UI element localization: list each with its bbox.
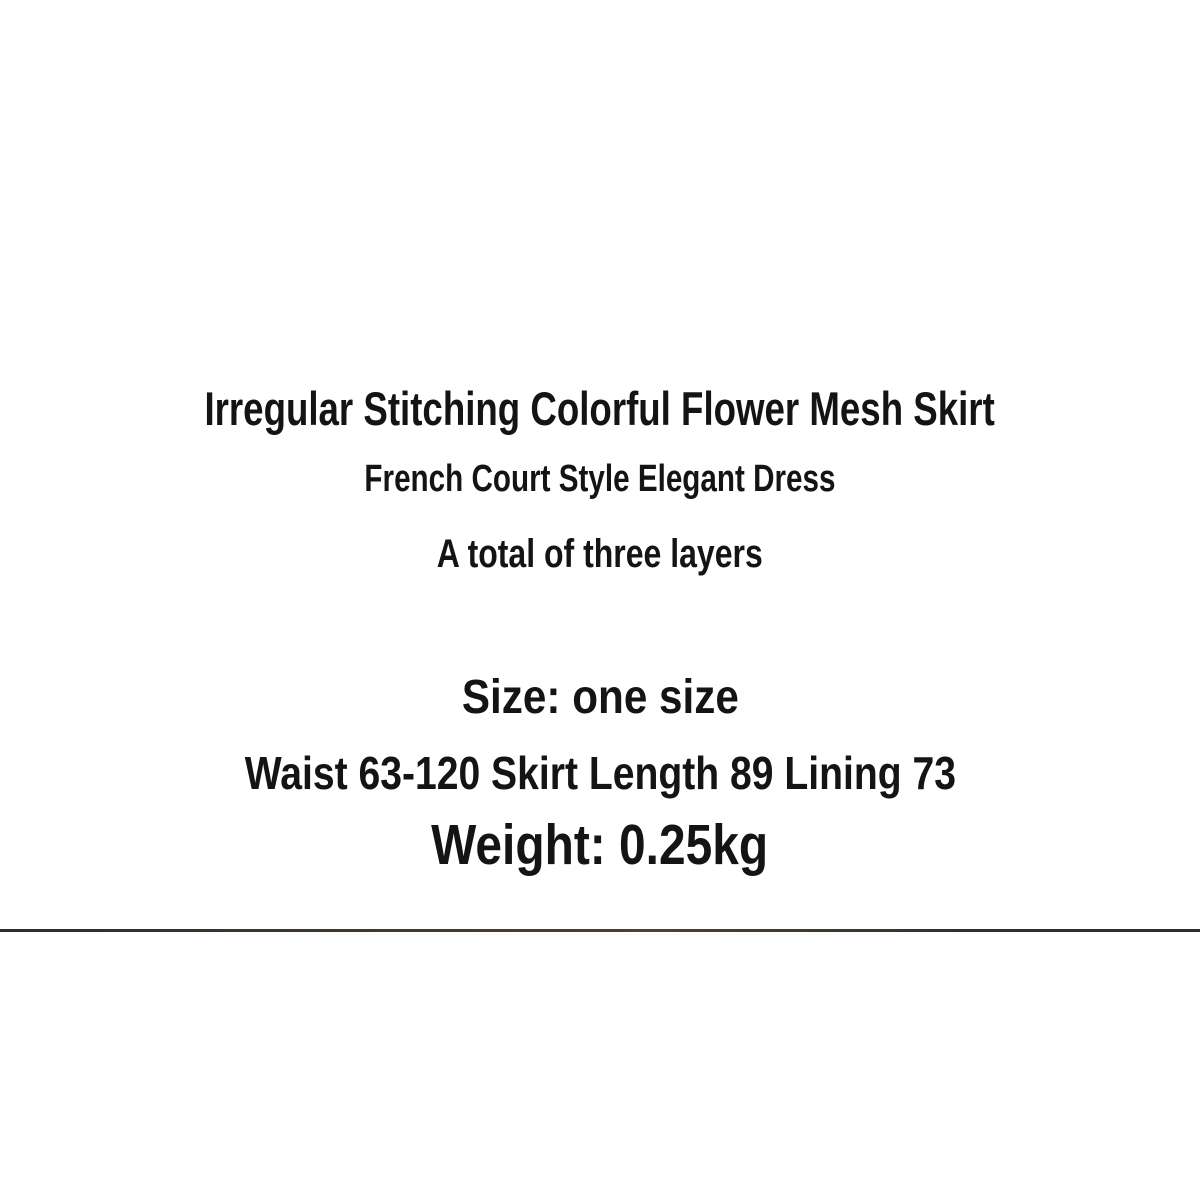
weight-line (0, 813, 1200, 877)
layers-note (0, 534, 1200, 574)
product-title (0, 382, 1200, 435)
product-title-text: Irregular Stitching Colorful Flower Mesh Skirt (204, 382, 996, 435)
product-subtitle-text: French Court Style Elegant Dress (364, 458, 836, 500)
measurements-text: Waist 63-120 Skirt Length 89 Lining 73 (244, 747, 956, 799)
size-heading-text: Size: one size (461, 671, 739, 724)
product-subtitle (0, 460, 1200, 498)
size-heading (0, 671, 1200, 724)
layers-note-text: A total of three layers (436, 532, 764, 576)
measurements-line (0, 747, 1200, 799)
divider-line (0, 929, 1200, 932)
weight-text: Weight: 0.25kg (431, 813, 769, 877)
